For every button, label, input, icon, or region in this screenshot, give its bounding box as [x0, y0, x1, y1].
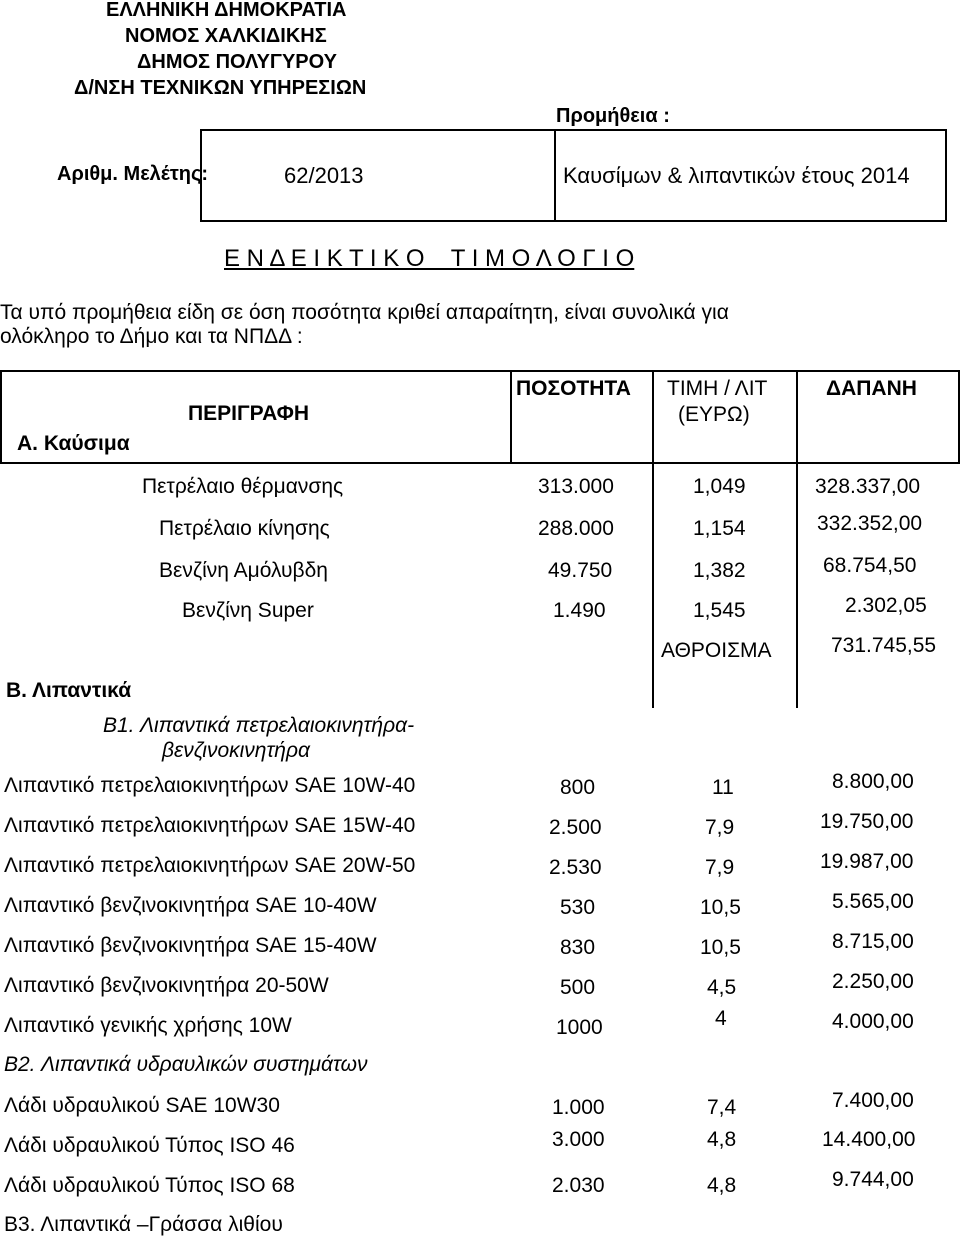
fuel-row-4-cost: 2.302,05: [845, 594, 927, 617]
procurement-description: Καυσίμων & λιπαντικών έτους 2014: [563, 163, 910, 188]
lub-row-1-name: Λιπαντικό πετρελαιοκινητήρων SAE 10W-40: [4, 774, 416, 797]
hyd-row-1-qty: 1.000: [552, 1096, 605, 1119]
page-title: Ε Ν Δ Ε Ι Κ Τ Ι Κ Ο Τ Ι Μ Ο Λ Ο Γ Ι Ο: [224, 245, 635, 272]
study-number: 62/2013: [284, 163, 364, 188]
fuel-row-1-name: Πετρέλαιο θέρμανσης: [142, 475, 344, 498]
fuel-row-2-qty: 288.000: [538, 517, 614, 540]
section-b-label: Β. Λιπαντικά: [6, 679, 132, 702]
lub-row-4-cost: 5.565,00: [832, 890, 914, 913]
header-description: ΠΕΡΙΓΡΑΦΗ: [188, 402, 310, 425]
lub-row-5-qty: 830: [560, 936, 596, 959]
fuel-row-3-price: 1,382: [693, 559, 746, 582]
hyd-row-1-cost: 7.400,00: [832, 1089, 914, 1112]
lub-row-6-name: Λιπαντικό βενζινοκινητήρα 20-50W: [4, 974, 329, 997]
intro-line-2: ολόκληρο το Δήμο και τα ΝΠΔΔ :: [0, 325, 303, 348]
lub-row-4-price: 10,5: [700, 896, 741, 919]
lub-row-3-qty: 2.530: [549, 856, 602, 879]
study-number-box: [200, 129, 556, 222]
fuel-row-2-price: 1,154: [693, 517, 746, 540]
fuel-row-2-name: Πετρέλαιο κίνησης: [159, 517, 330, 540]
hyd-row-3-qty: 2.030: [552, 1174, 605, 1197]
sub-b1-line2: βενζινοκινητήρα: [162, 739, 310, 762]
lub-row-1-qty: 800: [560, 776, 596, 799]
lub-row-7-cost: 4.000,00: [832, 1010, 914, 1033]
procurement-label: Προμήθεια :: [556, 105, 670, 127]
lub-row-1-cost: 8.800,00: [832, 770, 914, 793]
header-price-line1: ΤΙΜΗ / ΛΙΤ: [667, 377, 768, 400]
lub-row-3-name: Λιπαντικό πετρελαιοκινητήρων SAE 20W-50: [4, 854, 416, 877]
intro-line-1: Τα υπό προμήθεια είδη σε όση ποσότητα κριθεί απαραίτητη, είναι συνολικά για: [0, 301, 729, 324]
study-label: Αριθμ. Μελέτης:: [57, 163, 209, 185]
table-divider-1: [510, 370, 512, 464]
lub-row-7-qty: 1000: [556, 1016, 603, 1039]
fuel-row-2-cost: 332.352,00: [817, 512, 923, 535]
table-divider-2: [652, 370, 654, 708]
section-a-label: Α. Καύσιμα: [17, 432, 130, 455]
lub-row-5-price: 10,5: [700, 936, 741, 959]
table-divider-3: [796, 370, 798, 708]
header-prefecture: ΝΟΜΟΣ ΧΑΛΚΙΔΙΚΗΣ: [125, 25, 327, 47]
table-header-bottom: [0, 462, 960, 464]
lub-row-7-price: 4: [715, 1007, 727, 1030]
lub-row-4-qty: 530: [560, 896, 596, 919]
sum-value: 731.745,55: [831, 634, 937, 657]
header-country: ΕΛΛΗΝΙΚΗ ΔΗΜΟΚΡΑΤΙΑ: [106, 0, 347, 21]
sub-b3-label: Β3. Λιπαντικά –Γράσσα λιθίου: [4, 1213, 283, 1236]
hyd-row-3-price: 4,8: [707, 1174, 737, 1197]
fuel-row-3-name: Βενζίνη Αμόλυβδη: [159, 559, 328, 582]
lub-row-2-price: 7,9: [705, 816, 735, 839]
fuel-row-3-qty: 49.750: [548, 559, 613, 582]
hyd-row-3-cost: 9.744,00: [832, 1168, 914, 1191]
header-municipality: ΔΗΜΟΣ ΠΟΛΥΓΥΡΟΥ: [137, 51, 337, 73]
header-quantity: ΠΟΣΟΤΗΤΑ: [516, 377, 631, 400]
hyd-row-2-price: 4,8: [707, 1128, 737, 1151]
lub-row-2-name: Λιπαντικό πετρελαιοκινητήρων SAE 15W-40: [4, 814, 416, 837]
fuel-row-1-qty: 313.000: [538, 475, 614, 498]
lub-row-6-cost: 2.250,00: [832, 970, 914, 993]
fuel-row-4-name: Βενζίνη Super: [182, 599, 314, 622]
header-cost: ΔΑΠΑΝΗ: [826, 377, 917, 400]
lub-row-3-cost: 19.987,00: [820, 850, 914, 873]
lub-row-6-qty: 500: [560, 976, 596, 999]
hyd-row-2-cost: 14.400,00: [822, 1128, 916, 1151]
lub-row-2-cost: 19.750,00: [820, 810, 914, 833]
lub-row-3-price: 7,9: [705, 856, 735, 879]
lub-row-1-price: 11: [712, 776, 734, 799]
header-price-line2: (ΕΥΡΩ): [678, 403, 750, 426]
sub-b2-label: Β2. Λιπαντικά υδραυλικών συστημάτων: [4, 1053, 368, 1076]
sum-label: ΑΘΡΟΙΣΜΑ: [661, 639, 772, 662]
table-top-border: [0, 370, 960, 372]
table-left-border: [0, 370, 2, 464]
lub-row-4-name: Λιπαντικό βενζινοκινητήρα SAE 10-40W: [4, 894, 377, 917]
header-department: Δ/ΝΣΗ ΤΕΧΝΙΚΩΝ ΥΠΗΡΕΣΙΩΝ: [74, 77, 367, 99]
fuel-row-1-cost: 328.337,00: [815, 475, 921, 498]
sub-b1-line1: Β1. Λιπαντικά πετρελαιοκινητήρα-: [103, 714, 415, 737]
hyd-row-3-name: Λάδι υδραυλικού Τύπος ISO 68: [4, 1174, 295, 1197]
hyd-row-1-name: Λάδι υδραυλικού SAE 10W30: [4, 1094, 280, 1117]
hyd-row-2-name: Λάδι υδραυλικού Τύπος ISO 46: [4, 1134, 295, 1157]
hyd-row-1-price: 7,4: [707, 1096, 737, 1119]
lub-row-5-name: Λιπαντικό βενζινοκινητήρα SAE 15-40W: [4, 934, 377, 957]
lub-row-7-name: Λιπαντικό γενικής χρήσης 10W: [4, 1014, 292, 1037]
lub-row-2-qty: 2.500: [549, 816, 602, 839]
fuel-row-4-price: 1,545: [693, 599, 746, 622]
fuel-row-1-price: 1,049: [693, 475, 746, 498]
hyd-row-2-qty: 3.000: [552, 1128, 605, 1151]
lub-row-5-cost: 8.715,00: [832, 930, 914, 953]
fuel-row-4-qty: 1.490: [553, 599, 606, 622]
fuel-row-3-cost: 68.754,50: [823, 554, 917, 577]
lub-row-6-price: 4,5: [707, 976, 737, 999]
